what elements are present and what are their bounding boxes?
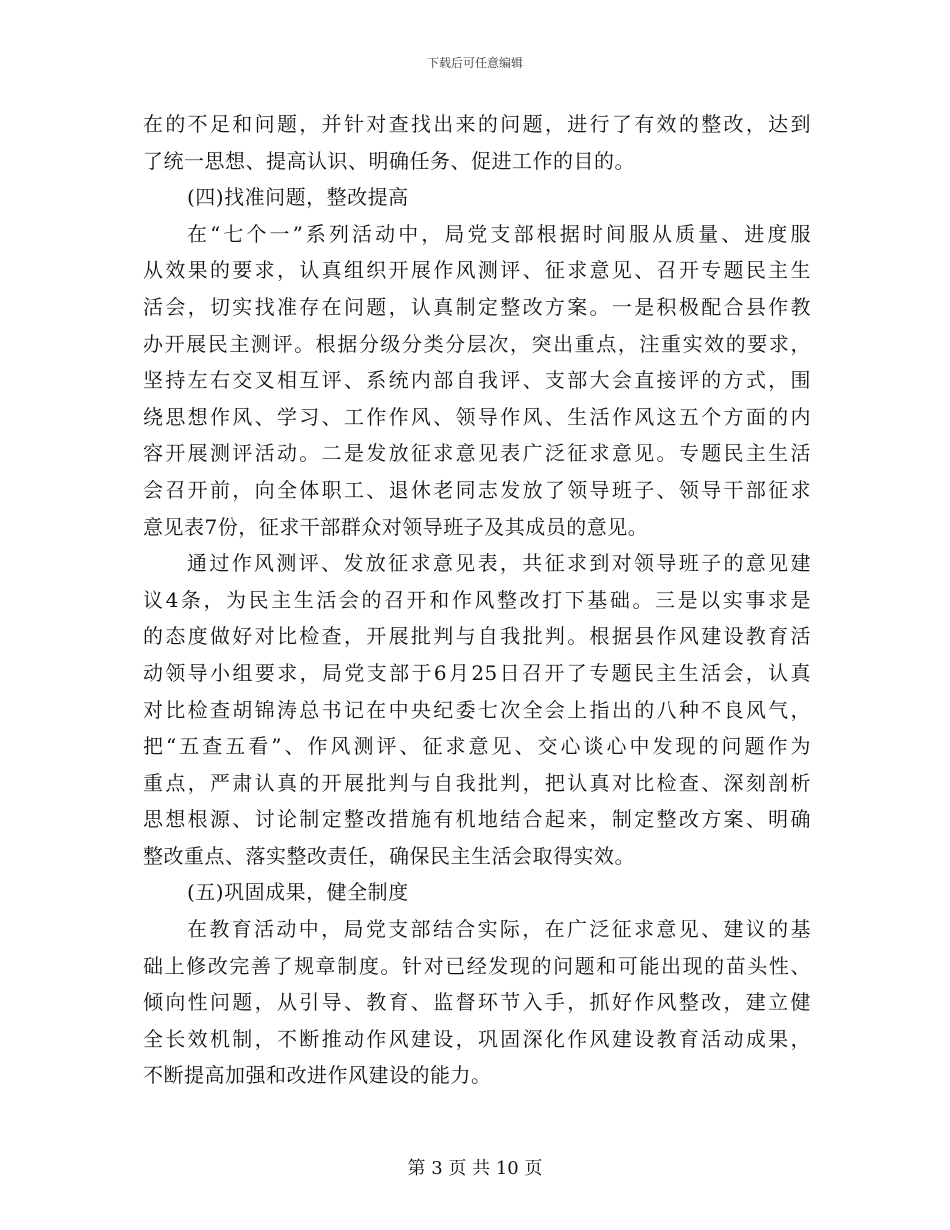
text-line: 础上修改完善了规章制度。针对已经发现的问题和可能出现的苗头性、 xyxy=(143,953,811,978)
text-line: 坚持左右交叉相互评、系统内部自我评、支部大会直接评的方式，围 xyxy=(143,368,811,393)
text-line: 对比检查胡锦涛总书记在中央纪委七次全会上指出的八种不良风气， xyxy=(143,697,811,722)
text-line: 倾向性问题，从引导、教育、监督环节入手，抓好作风整改，建立健 xyxy=(143,990,811,1015)
text-line: 在“七个一”系列活动中，局党支部根据时间服从质量、进度服 xyxy=(187,221,811,246)
text-line: 从效果的要求，认真组织开展作风测评、征求意见、召开专题民主生 xyxy=(143,258,811,283)
text-line: 绕思想作风、学习、工作作风、领导作风、生活作风这五个方面的内 xyxy=(143,404,811,429)
document-body xyxy=(143,106,811,1094)
page-number: 第 3 页 共 10 页 xyxy=(407,1158,543,1179)
page-header: 下载后可任意编辑 xyxy=(426,56,523,70)
text-line: 容开展测评活动。二是发放征求意见表广泛征求意见。专题民主生活 xyxy=(143,441,811,466)
text-line: 动领导小组要求，局党支部于6月25日召开了专题民主生活会，认真 xyxy=(143,660,811,685)
text-line: 在教育活动中，局党支部结合实际，在广泛征求意见、建议的基 xyxy=(187,917,811,942)
text-line: 思想根源、讨论制定整改措施有机地结合起来，制定整改方案、明确 xyxy=(143,807,811,832)
text-line: 议4条，为民主生活会的召开和作风整改打下基础。三是以实事求是 xyxy=(143,587,811,612)
text-line: 会召开前，向全体职工、退休老同志发放了领导班子、领导干部征求 xyxy=(143,477,811,502)
text-line: 全长效机制，不断推动作风建设，巩固深化作风建设教育活动成果， xyxy=(143,1026,811,1051)
text-line: (五)巩固成果，健全制度 xyxy=(187,880,409,905)
text-line: 不断提高加强和改进作风建设的能力。 xyxy=(143,1063,492,1088)
text-line: 在的不足和问题，并针对查找出来的问题，进行了有效的整改，达到 xyxy=(143,112,811,136)
text-line: 整改重点、落实整改责任，确保民主生活会取得实效。 xyxy=(143,843,635,868)
text-line: 办开展民主测评。根据分级分类分层次，突出重点，注重实效的要求， xyxy=(143,331,811,356)
text-line: 把“五查五看”、作风测评、征求意见、交心谈心中发现的问题作为 xyxy=(143,734,811,759)
text-line: (四)找准问题，整改提高 xyxy=(187,185,409,210)
text-line: 通过作风测评、发放征求意见表，共征求到对领导班子的意见建 xyxy=(187,551,811,576)
text-line: 意见表7份，征求干部群众对领导班子及其成员的意见。 xyxy=(143,514,649,539)
text-line: 的态度做好对比检查，开展批判与自我批判。根据县作风建设教育活 xyxy=(143,624,811,649)
text-line: 了统一思想、提高认识、明确任务、促进工作的目的。 xyxy=(143,148,635,173)
text-line: 重点，严肃认真的开展批判与自我批判，把认真对比检查、深刻剖析 xyxy=(143,770,811,795)
text-line: 活会，切实找准存在问题，认真制定整改方案。一是积极配合县作教 xyxy=(143,294,811,319)
